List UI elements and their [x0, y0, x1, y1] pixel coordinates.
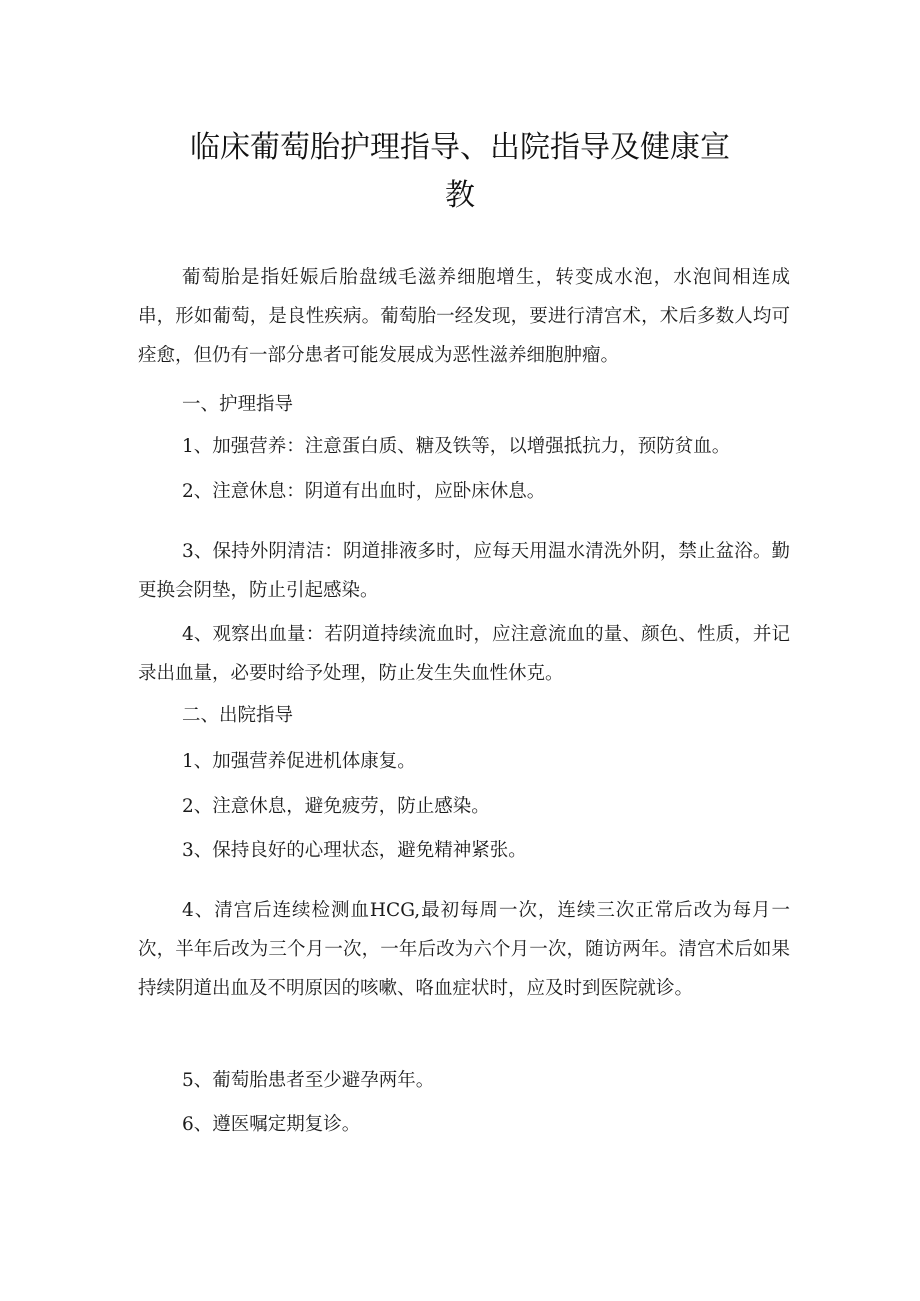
nursing-item-4: 4、观察出血量：若阴道持续流血时，应注意流血的量、颜色、性质，并记录出血量，必要时给予处理，防止发生失血性休克。: [138, 624, 790, 684]
section-heading-discharge: 二、出院指导: [182, 705, 294, 726]
document-title-continued: 教: [445, 178, 475, 213]
discharge-item-6: 6、遵医嘱定期复诊。: [182, 1114, 361, 1135]
nursing-item-2: 2、注意休息：阴道有出血时，应卧床休息。: [182, 481, 546, 502]
discharge-item-1: 1、加强营养促进机体康复。: [182, 751, 416, 772]
discharge-item-4: 4、清宫后连续检测血HCG,最初每周一次，连续三次正常后改为每月一次，半年后改为三个月一次，一年后改为六个月一次，随访两年。清宫术后如果持续阴道出血及不明原因的咳嗽、咯血症状时，应及时到医院就诊。: [138, 900, 790, 999]
intro-paragraph: 葡萄胎是指妊娠后胎盘绒毛滋养细胞增生，转变成水泡，水泡间相连成串，形如葡萄，是良性疾病。葡萄胎一经发现，要进行清宫术，术后多数人均可痊愈，但仍有一部分患者可能发展成为恶性滋养细胞肿瘤。: [138, 267, 790, 366]
discharge-item-5: 5、葡萄胎患者至少避孕两年。: [182, 1070, 435, 1091]
nursing-item-1: 1、加强营养：注意蛋白质、糖及铁等，以增强抵抗力，预防贫血。: [182, 436, 731, 457]
document-title: 临床葡萄胎护理指导、出院指导及健康宣: [190, 130, 730, 165]
nursing-item-3: 3、保持外阴清洁：阴道排液多时，应每天用温水清洗外阴，禁止盆浴。勤更换会阴垫，防止引起感染。: [138, 541, 790, 601]
section-heading-nursing: 一、护理指导: [182, 394, 294, 415]
discharge-item-3: 3、保持良好的心理状态，避免精神紧张。: [182, 840, 527, 861]
discharge-item-2: 2、注意休息，避免疲劳，防止感染。: [182, 796, 490, 817]
